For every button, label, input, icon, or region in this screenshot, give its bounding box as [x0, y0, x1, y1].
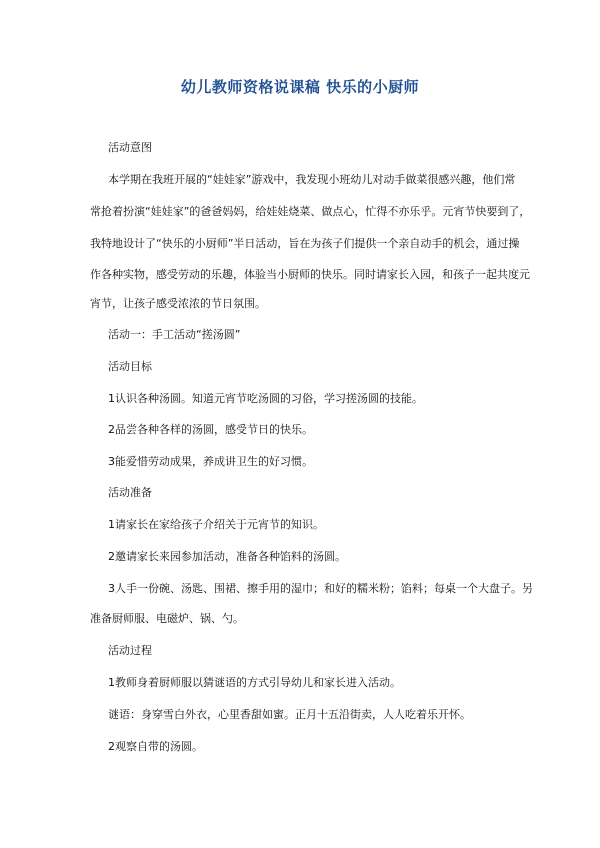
goal-item-1: 1认识各种汤圆。知道元宵节吃汤圆的习俗，学习搓汤圆的技能。: [108, 392, 423, 405]
intro-line-3: 我特地设计了“快乐的小厨师”半日活动，旨在为孩子们提供一个亲自动手的机会，通过操: [90, 237, 520, 250]
prep-item-3-line-2: 准备厨师服、电磁炉、锅、勺。: [90, 612, 244, 625]
process-heading: 活动过程: [108, 644, 152, 657]
process-riddle: 谜语：身穿雪白外衣，心里香甜如蜜。正月十五沿街卖，人人吃着乐开怀。: [108, 708, 471, 721]
goals-heading: 活动目标: [108, 360, 152, 373]
intro-line-1: 本学期在我班开展的“娃娃家”游戏中，我发现小班幼儿对动手做菜很感兴趣，他们常: [108, 173, 516, 186]
prep-item-2: 2邀请家长来园参加活动，准备各种馅料的汤圆。: [108, 550, 346, 563]
section-heading-intent: 活动意图: [108, 141, 152, 154]
intro-line-2: 常抢着扮演“娃娃家”的爸爸妈妈，给娃娃烧菜、做点心，忙得不亦乐乎。元宵节快要到了，: [90, 205, 531, 218]
goal-item-3: 3能爱惜劳动成果，养成讲卫生的好习惯。: [108, 455, 313, 468]
activity-one-heading: 活动一：手工活动“搓汤圆”: [108, 328, 241, 341]
prep-item-3-line-1: 3人手一份碗、汤匙、围裙、擦手用的湿巾；和好的糯米粉；馅料；每桌一个大盘子。另: [108, 582, 533, 595]
process-item-1: 1教师身着厨师服以猜谜语的方式引导幼儿和家长进入活动。: [108, 676, 401, 689]
page-title: 幼儿教师资格说课稿 快乐的小厨师: [180, 78, 420, 96]
intro-line-4: 作各种实物，感受劳动的乐趣，体验当小厨师的快乐。同时请家长入园，和孩子一起共度元: [90, 268, 530, 281]
prep-item-1: 1请家长在家给孩子介绍关于元宵节的知识。: [108, 518, 324, 531]
goal-item-2: 2品尝各种各样的汤圆，感受节日的快乐。: [108, 423, 313, 436]
prep-heading: 活动准备: [108, 486, 152, 499]
intro-line-5: 宵节，让孩子感受浓浓的节日氛围。: [90, 297, 266, 310]
process-item-2: 2观察自带的汤圆。: [108, 740, 203, 753]
